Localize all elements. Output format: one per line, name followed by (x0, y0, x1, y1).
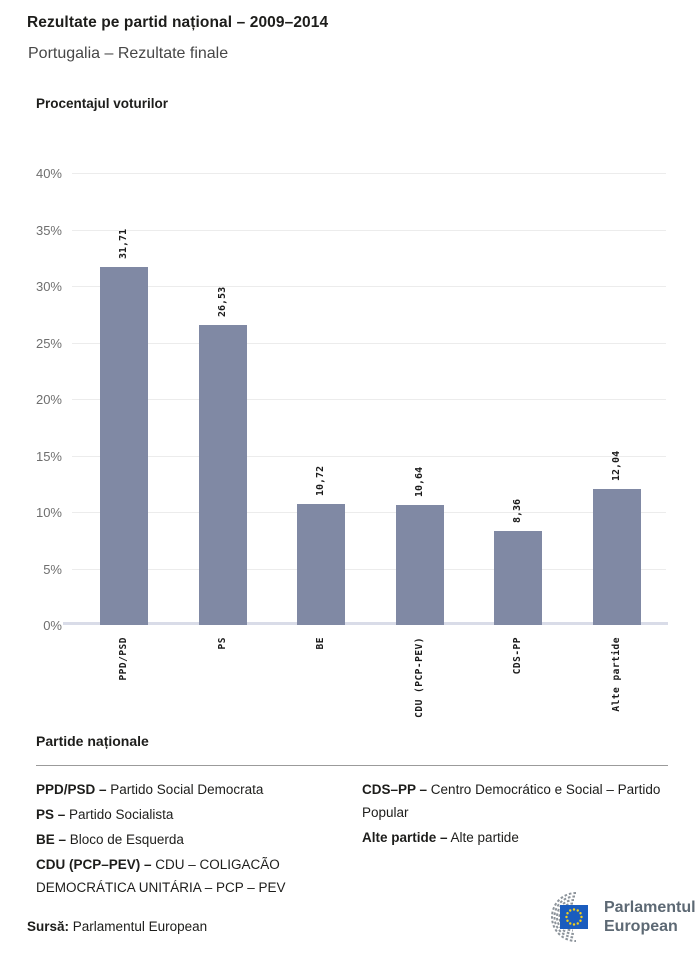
y-tick-label: 10% (35, 505, 62, 520)
x-tick-label: BE (315, 637, 327, 650)
x-tick-label: PS (216, 637, 228, 650)
legend-entry: PS – Partido Socialista (36, 807, 174, 822)
legend-term: PPD/PSD – (36, 782, 107, 797)
y-tick-label: 15% (35, 448, 62, 464)
source-note (27, 919, 207, 934)
source-value: Parlamentul European (72, 919, 208, 934)
y-tick-label: 35% (35, 222, 62, 238)
y-tick-label: 30% (35, 279, 62, 294)
bar-value-label: 31,71 (118, 228, 129, 259)
page-title: Rezultate pe partid național – 2009–2014 (27, 14, 329, 31)
bar-CDS-PP (494, 531, 542, 625)
legend-entry: Alte partide – Alte partide (362, 830, 519, 845)
x-tick-label: Alte partide (611, 637, 622, 712)
bar-BE (297, 504, 345, 625)
gridline (72, 399, 666, 400)
ep-logo-text-line1: Parlamentul (604, 899, 696, 916)
ep-logo (514, 889, 696, 945)
legend-entry: PPD/PSD – Partido Social Democrata (36, 782, 264, 797)
bar-value-label: 8,36 (512, 498, 524, 523)
gridline (72, 230, 666, 231)
bar-PS (199, 325, 247, 625)
gridline (72, 512, 666, 513)
x-tick-label: CDU (PCP-PEV) (413, 637, 425, 718)
y-tick-label: 25% (35, 335, 62, 351)
x-axis-line (63, 622, 668, 625)
bar-value-label: 10,72 (315, 465, 327, 496)
legend-entry: BE – Bloco de Esquerda (36, 832, 184, 847)
legend-term: BE – (36, 832, 67, 847)
page-subtitle: Portugalia – Rezultate finale (28, 45, 229, 62)
legend-column-right (362, 778, 674, 851)
gridline (72, 173, 666, 174)
x-tick-label: CDS-PP (512, 637, 524, 675)
gridline (72, 569, 666, 570)
bar-Alte partide (593, 489, 641, 625)
legend-term: Alte partide – (362, 830, 448, 845)
legend-entry: CDU (PCP–PEV) – CDU – COLIGACÃO DEMOCRÁTICA UNITÁRIA – PCP – PEV (36, 857, 286, 895)
source-label: Sursă: (27, 919, 70, 934)
bar-PPD/PSD (100, 267, 148, 625)
chart-title: Procentajul voturilor (36, 96, 169, 111)
ep-logo-text (604, 898, 696, 936)
y-tick-label: 5% (43, 561, 62, 577)
gridline (72, 456, 666, 457)
bar-value-label: 10,64 (413, 466, 425, 497)
y-tick-label: 20% (35, 392, 62, 407)
x-tick-label: PPD/PSD (118, 637, 129, 681)
bar-value-label: 26,53 (216, 287, 228, 318)
gridline (72, 343, 666, 344)
legend-heading: Partide naționale (36, 733, 149, 749)
y-tick-label: 40% (35, 166, 62, 181)
legend-divider (36, 765, 668, 766)
bar-CDU (PCP-PEV) (396, 505, 444, 625)
legend-term: CDS–PP – (362, 782, 428, 797)
y-tick-label: 0% (43, 618, 62, 633)
gridline (72, 286, 666, 287)
legend-column-left (36, 778, 332, 901)
legend-entry: CDS–PP – Centro Democrático e Social – Partido Popular (362, 782, 661, 820)
legend-term: PS – (36, 807, 66, 822)
legend-term: CDU (PCP–PEV) – (36, 857, 152, 872)
bar-value-label: 12,04 (611, 450, 622, 481)
ep-logo-text-line2: European (604, 918, 678, 935)
ep-hemicycle-logo (514, 889, 596, 945)
